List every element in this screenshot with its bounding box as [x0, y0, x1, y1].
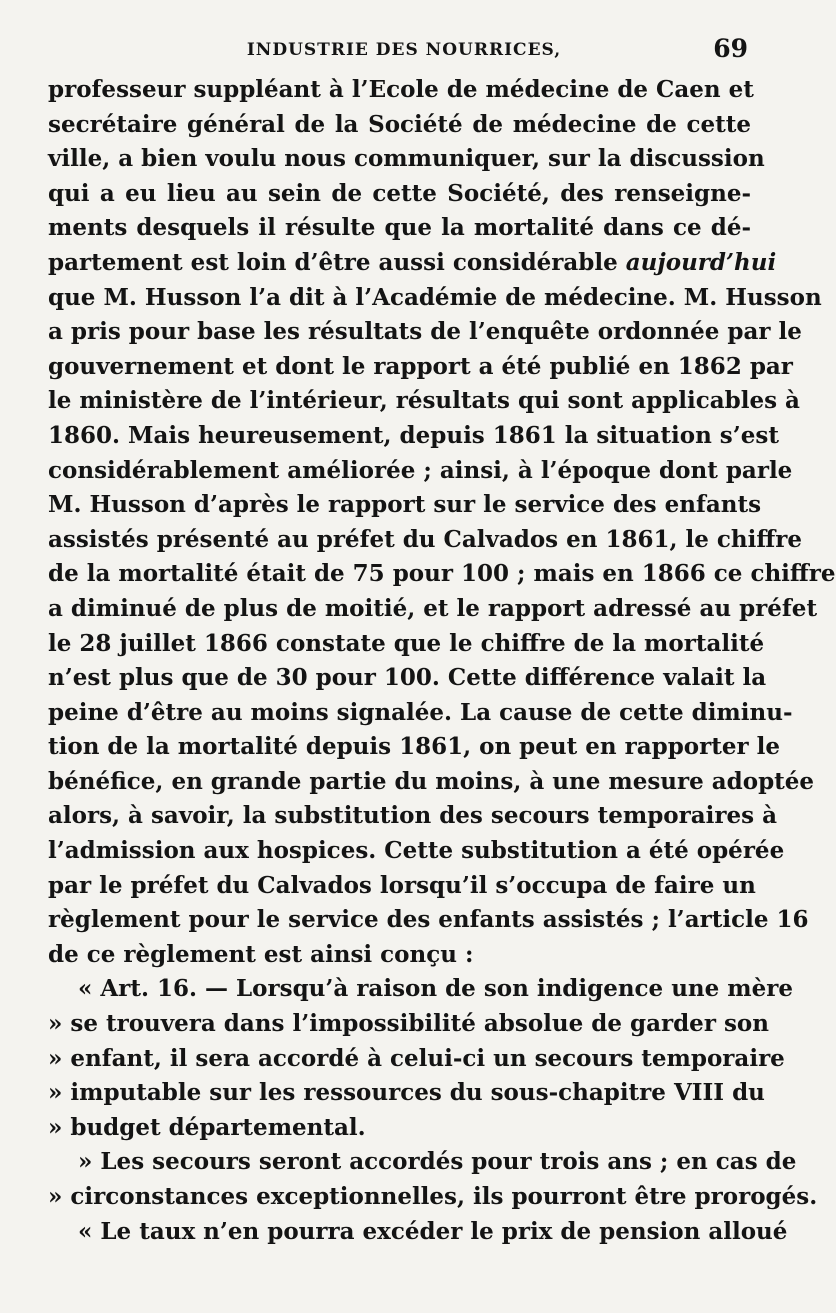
quote-line: » budget départemental.	[48, 1113, 366, 1141]
quote-line: « Art. 16. — Lorsqu’à raison de son indigence une mère	[78, 975, 793, 1003]
text-line: de la mortalité était de 75 pour 100 ; mais en 1866 ce chiffre	[48, 560, 836, 588]
text-line: alors, à savoir, la substitution des secours temporaires à	[48, 802, 777, 830]
text-line: que M. Husson l’a dit à l’Académie de médecine. M. Husson	[48, 283, 822, 311]
text-line: secrétaire général de la Société de médecine de cette	[48, 110, 751, 138]
text-line: professeur suppléant à l’Ecole de médecine de Caen et	[48, 76, 754, 103]
italic-word: aujourd’hui	[625, 248, 777, 276]
text-segment: partement est loin d’être aussi considérable	[48, 248, 618, 276]
text-line: l’admission aux hospices. Cette substitution a été opérée	[48, 837, 785, 865]
text-line: 1860. Mais heureusement, depuis 1861 la situation s’est	[48, 421, 779, 449]
running-title: INDUSTRIE DES NOURRICES,	[246, 40, 562, 60]
text-line: considérablement améliorée ; ainsi, à l’époque dont parle	[48, 456, 793, 484]
text-line: a diminué de plus de moitié, et le rapport adressé au préfet	[48, 594, 818, 622]
text-line: par le préfet du Calvados lorsqu’il s’occupa de faire un	[48, 871, 756, 899]
text-line: ville, a bien voulu nous communiquer, sur la discussion	[48, 145, 765, 173]
body-text	[48, 73, 836, 1249]
text-line: M. Husson d’après le rapport sur le service des enfants	[48, 491, 762, 519]
text-line: bénéfice, en grande partie du moins, à une mesure adoptée	[48, 767, 815, 795]
quote-line: » imputable sur les ressources du sous-chapitre VIII du	[48, 1079, 765, 1107]
page-header	[48, 34, 760, 72]
text-line: a pris pour base les résultats de l’enquête ordonnée par le	[48, 318, 802, 346]
text-line: n’est plus que de 30 pour 100. Cette différence valait la	[48, 664, 767, 692]
text-line: le ministère de l’intérieur, résultats qui sont applicables à	[48, 387, 800, 415]
text-line: qui a eu lieu au sein de cette Société, des renseigne-	[48, 179, 751, 207]
text-line: ments desquels il résulte que la mortalité dans ce dé-	[48, 214, 751, 242]
quote-line: » enfant, il sera accordé à celui-ci un secours temporaire	[48, 1044, 785, 1072]
quote-line: » Les secours seront accordés pour trois ans ; en cas de	[78, 1148, 797, 1176]
quote-line: » se trouvera dans l’impossibilité absolue de garder son	[48, 1010, 769, 1038]
page-number: 69	[713, 34, 748, 63]
text-line: de ce règlement est ainsi conçu :	[48, 940, 474, 968]
text-line-with-italic	[48, 246, 777, 281]
text-line: gouvernement et dont le rapport a été publié en 1862 par	[48, 352, 793, 380]
quote-line: « Le taux n’en pourra excéder le prix de pension alloué	[78, 1217, 788, 1245]
text-line: assistés présenté au préfet du Calvados en 1861, le chiffre	[48, 525, 802, 553]
text-line: tion de la mortalité depuis 1861, on peut en rapporter le	[48, 733, 781, 761]
text-line: règlement pour le service des enfants assistés ; l’article 16	[48, 906, 809, 934]
text-line: le 28 juillet 1866 constate que le chiffre de la mortalité	[48, 629, 765, 657]
quote-line: » circonstances exceptionnelles, ils pourront être prorogés.	[48, 1183, 818, 1210]
text-line: peine d’être au moins signalée. La cause de cette diminu-	[48, 698, 793, 726]
